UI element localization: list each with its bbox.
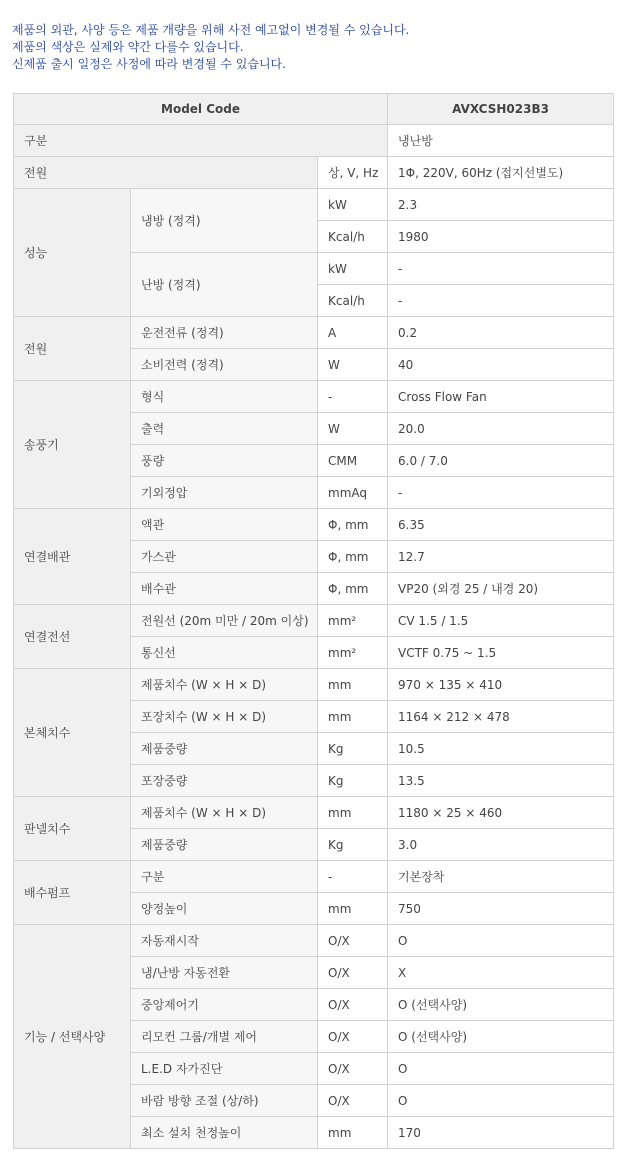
- spec-value: 3.0: [388, 829, 614, 861]
- spec-label: 포장중량: [131, 765, 318, 797]
- spec-label: 양정높이: [131, 893, 318, 925]
- table-header-row: [14, 94, 614, 125]
- notice-line: 제품의 색상은 실제와 약간 다를수 있습니다.: [12, 40, 244, 54]
- spec-value: 6.0 / 7.0: [388, 445, 614, 477]
- table-row: [14, 925, 614, 957]
- spec-value: -: [388, 253, 614, 285]
- group-name: 연결전선: [14, 605, 131, 669]
- spec-unit: W: [318, 349, 388, 381]
- group-name: 연결배관: [14, 509, 131, 605]
- spec-label: 중앙제어기: [131, 989, 318, 1021]
- type-value: 냉난방: [388, 125, 614, 157]
- spec-unit: O/X: [318, 925, 388, 957]
- spec-unit: mm: [318, 893, 388, 925]
- spec-value: VP20 (외경 25 / 내경 20): [388, 573, 614, 605]
- table-row: [14, 797, 614, 829]
- table-row: [14, 509, 614, 541]
- spec-unit: O/X: [318, 989, 388, 1021]
- spec-unit: mm²: [318, 605, 388, 637]
- table-row: [14, 381, 614, 413]
- spec-value: -: [388, 285, 614, 317]
- spec-label: 가스관: [131, 541, 318, 573]
- model-code-header: Model Code: [14, 94, 388, 125]
- spec-unit: kW: [318, 189, 388, 221]
- spec-value: X: [388, 957, 614, 989]
- power-label: 전원: [14, 157, 318, 189]
- spec-unit: Kg: [318, 733, 388, 765]
- spec-value: 기본장착: [388, 861, 614, 893]
- spec-unit: O/X: [318, 1053, 388, 1085]
- spec-unit: mm: [318, 797, 388, 829]
- spec-value: 13.5: [388, 765, 614, 797]
- notice-line: 신제품 출시 일정은 사정에 따라 변경될 수 있습니다.: [12, 57, 286, 71]
- notice-list: [12, 22, 409, 73]
- spec-label: 구분: [131, 861, 318, 893]
- spec-label: 최소 설치 천정높이: [131, 1117, 318, 1149]
- spec-value: 12.7: [388, 541, 614, 573]
- spec-value: O (선택사양): [388, 1021, 614, 1053]
- spec-label: 제품중량: [131, 733, 318, 765]
- spec-label: 운전전류 (정격): [131, 317, 318, 349]
- spec-unit: CMM: [318, 445, 388, 477]
- spec-value: 40: [388, 349, 614, 381]
- spec-unit: Kcal/h: [318, 285, 388, 317]
- spec-value: 2.3: [388, 189, 614, 221]
- spec-value: 20.0: [388, 413, 614, 445]
- spec-label: 형식: [131, 381, 318, 413]
- group-name: 송풍기: [14, 381, 131, 509]
- type-label: 구분: [14, 125, 388, 157]
- group-name: 전원: [14, 317, 131, 381]
- spec-label: 출력: [131, 413, 318, 445]
- spec-value: 170: [388, 1117, 614, 1149]
- spec-value: VCTF 0.75 ~ 1.5: [388, 637, 614, 669]
- spec-value: 1180 × 25 × 460: [388, 797, 614, 829]
- spec-value: O (선택사양): [388, 989, 614, 1021]
- spec-label: 포장치수 (W × H × D): [131, 701, 318, 733]
- spec-label: L.E.D 자가진단: [131, 1053, 318, 1085]
- spec-label: 제품치수 (W × H × D): [131, 797, 318, 829]
- spec-unit: A: [318, 317, 388, 349]
- power-unit: 상, V, Hz: [318, 157, 388, 189]
- table-row: [14, 317, 614, 349]
- group-name: 배수펌프: [14, 861, 131, 925]
- notice-line: 제품의 외관, 사양 등은 제품 개량을 위해 사전 예고없이 변경될 수 있습니다.: [12, 23, 410, 37]
- spec-value: 0.2: [388, 317, 614, 349]
- spec-unit: mm: [318, 669, 388, 701]
- spec-value: Cross Flow Fan: [388, 381, 614, 413]
- spec-unit: Kcal/h: [318, 221, 388, 253]
- spec-value: 970 × 135 × 410: [388, 669, 614, 701]
- spec-value: O: [388, 1085, 614, 1117]
- spec-unit: mm: [318, 701, 388, 733]
- spec-label: 제품치수 (W × H × D): [131, 669, 318, 701]
- table-row: [14, 189, 614, 221]
- table-row: [14, 125, 614, 157]
- spec-label: 기외정압: [131, 477, 318, 509]
- spec-label: 바람 방향 조절 (상/하): [131, 1085, 318, 1117]
- spec-value: O: [388, 1053, 614, 1085]
- spec-value: 10.5: [388, 733, 614, 765]
- group-name: 판넬치수: [14, 797, 131, 861]
- spec-unit: Φ, mm: [318, 509, 388, 541]
- power-value: 1Φ, 220V, 60Hz (접지선별도): [388, 157, 614, 189]
- table-row: [14, 861, 614, 893]
- spec-value: O: [388, 925, 614, 957]
- spec-label: 냉방 (정격): [131, 189, 318, 253]
- spec-value: 1164 × 212 × 478: [388, 701, 614, 733]
- spec-unit: O/X: [318, 1021, 388, 1053]
- spec-unit: Kg: [318, 829, 388, 861]
- spec-label: 통신선: [131, 637, 318, 669]
- spec-label: 배수관: [131, 573, 318, 605]
- spec-value: 6.35: [388, 509, 614, 541]
- spec-unit: Φ, mm: [318, 573, 388, 605]
- spec-unit: mmAq: [318, 477, 388, 509]
- table-row: [14, 605, 614, 637]
- model-name-header: AVXCSH023B3: [388, 94, 614, 125]
- spec-value: -: [388, 477, 614, 509]
- spec-value: 1980: [388, 221, 614, 253]
- spec-label: 전원선 (20m 미만 / 20m 이상): [131, 605, 318, 637]
- table-row: [14, 669, 614, 701]
- spec-table: [13, 93, 614, 1149]
- spec-unit: mm²: [318, 637, 388, 669]
- spec-value: CV 1.5 / 1.5: [388, 605, 614, 637]
- spec-label: 풍량: [131, 445, 318, 477]
- spec-unit: kW: [318, 253, 388, 285]
- group-name: 기능 / 선택사양: [14, 925, 131, 1149]
- spec-label: 자동재시작: [131, 925, 318, 957]
- spec-label: 제품중량: [131, 829, 318, 861]
- spec-unit: -: [318, 381, 388, 413]
- spec-value: 750: [388, 893, 614, 925]
- spec-unit: O/X: [318, 957, 388, 989]
- spec-unit: Φ, mm: [318, 541, 388, 573]
- spec-label: 냉/난방 자동전환: [131, 957, 318, 989]
- spec-unit: Kg: [318, 765, 388, 797]
- spec-label: 소비전력 (정격): [131, 349, 318, 381]
- spec-unit: mm: [318, 1117, 388, 1149]
- spec-label: 액관: [131, 509, 318, 541]
- group-name: 본체치수: [14, 669, 131, 797]
- group-name: 성능: [14, 189, 131, 317]
- spec-unit: O/X: [318, 1085, 388, 1117]
- table-row: [14, 157, 614, 189]
- spec-unit: -: [318, 861, 388, 893]
- spec-label: 난방 (정격): [131, 253, 318, 317]
- spec-unit: W: [318, 413, 388, 445]
- spec-label: 리모컨 그룹/개별 제어: [131, 1021, 318, 1053]
